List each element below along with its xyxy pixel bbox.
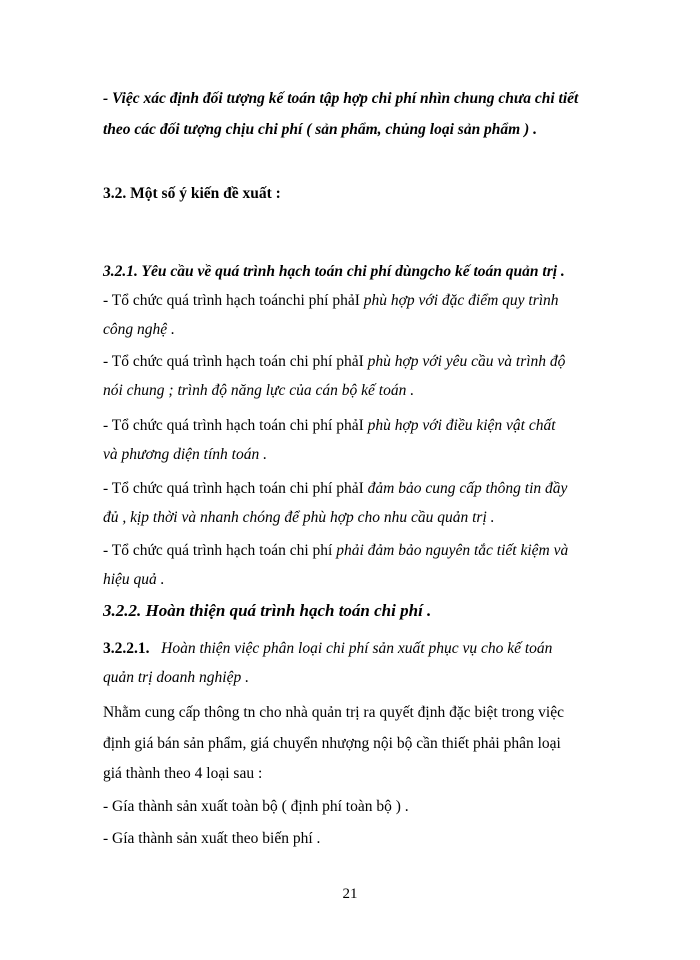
requirement-item-2 — [103, 352, 565, 372]
requirement-item-2-prefix: - Tổ chức quá trình hạch toán chi phí phảI — [103, 353, 368, 370]
paragraph-line-2: định giá bán sản phẩm, giá chuyển nhượng nội bộ cần thiết phải phân loại — [103, 735, 561, 752]
requirement-item-4-emphasis: đảm bảo cung cấp thông tin đầy — [367, 480, 568, 497]
list-item-2: - Gía thành sản xuất theo biến phí . — [103, 830, 321, 847]
intro-line-1: - Việc xác định đối tượng kế toán tập hợp chi phí nhìn chung chưa chi tiết — [103, 90, 579, 107]
requirement-item-4-continuation: đủ , kịp thời và nhanh chóng để phù hợp cho nhu cầu quản trị . — [103, 509, 495, 526]
requirement-item-3-emphasis: phù hợp với điều kiện vật chất — [367, 417, 556, 434]
requirement-item-1 — [103, 291, 559, 311]
requirement-item-4-prefix: - Tổ chức quá trình hạch toán chi phí phảI — [103, 480, 368, 497]
requirement-item-1-prefix: - Tổ chức quá trình hạch toánchi phí phảI — [103, 292, 364, 309]
requirement-item-5-prefix: - Tổ chức quá trình hạch toán chi phí — [103, 542, 337, 559]
requirement-item-5-emphasis: phải đảm bảo nguyên tắc tiết kiệm và — [336, 542, 569, 559]
section-3-2-2-1-title-line-2: quản trị doanh nghiệp . — [103, 669, 249, 686]
requirement-item-1-continuation: công nghệ . — [103, 321, 175, 338]
section-3-2-2-1-title — [103, 639, 552, 659]
section-3-2-2-heading: 3.2.2. Hoàn thiện quá trình hạch toán chi phí . — [103, 601, 432, 620]
intro-line-2: theo các đối tượng chịu chi phí ( sản phẩm, chủng loại sản phẩm ) . — [103, 121, 538, 138]
requirement-item-1-emphasis: phù hợp với đặc điểm quy trình — [363, 292, 559, 309]
requirement-item-2-continuation: nói chung ; trình độ năng lực của cán bộ kế toán . — [103, 382, 415, 399]
requirement-item-3 — [103, 416, 556, 436]
paragraph-line-1: Nhằm cung cấp thông tn cho nhà quản trị ra quyết định đặc biệt trong việc — [103, 704, 564, 721]
list-item-1: - Gía thành sản xuất toàn bộ ( định phí toàn bộ ) . — [103, 798, 409, 815]
requirement-item-2-emphasis: phù hợp với yêu cầu và trình độ — [367, 353, 566, 370]
section-3-2-1-heading: 3.2.1. Yêu cầu về quá trình hạch toán chi phí dùngcho kế toán quản trị . — [103, 263, 565, 280]
paragraph-line-3: giá thành theo 4 loại sau : — [103, 765, 263, 782]
section-3-2-2-1-number: 3.2.2.1. — [103, 640, 150, 657]
requirement-item-4 — [103, 479, 567, 499]
section-3-2-2-1-title-text: Hoàn thiện việc phân loại chi phí sản xuất phục vụ cho kế toán — [161, 640, 553, 657]
requirement-item-3-continuation: và phương diện tính toán . — [103, 446, 267, 463]
page-number: 21 — [342, 886, 358, 902]
requirement-item-5-continuation: hiệu quả . — [103, 571, 165, 588]
requirement-item-3-prefix: - Tổ chức quá trình hạch toán chi phí phảI — [103, 417, 368, 434]
requirement-item-5 — [103, 541, 568, 561]
section-3-2-heading: 3.2. Một số ý kiến đề xuất : — [103, 185, 281, 202]
